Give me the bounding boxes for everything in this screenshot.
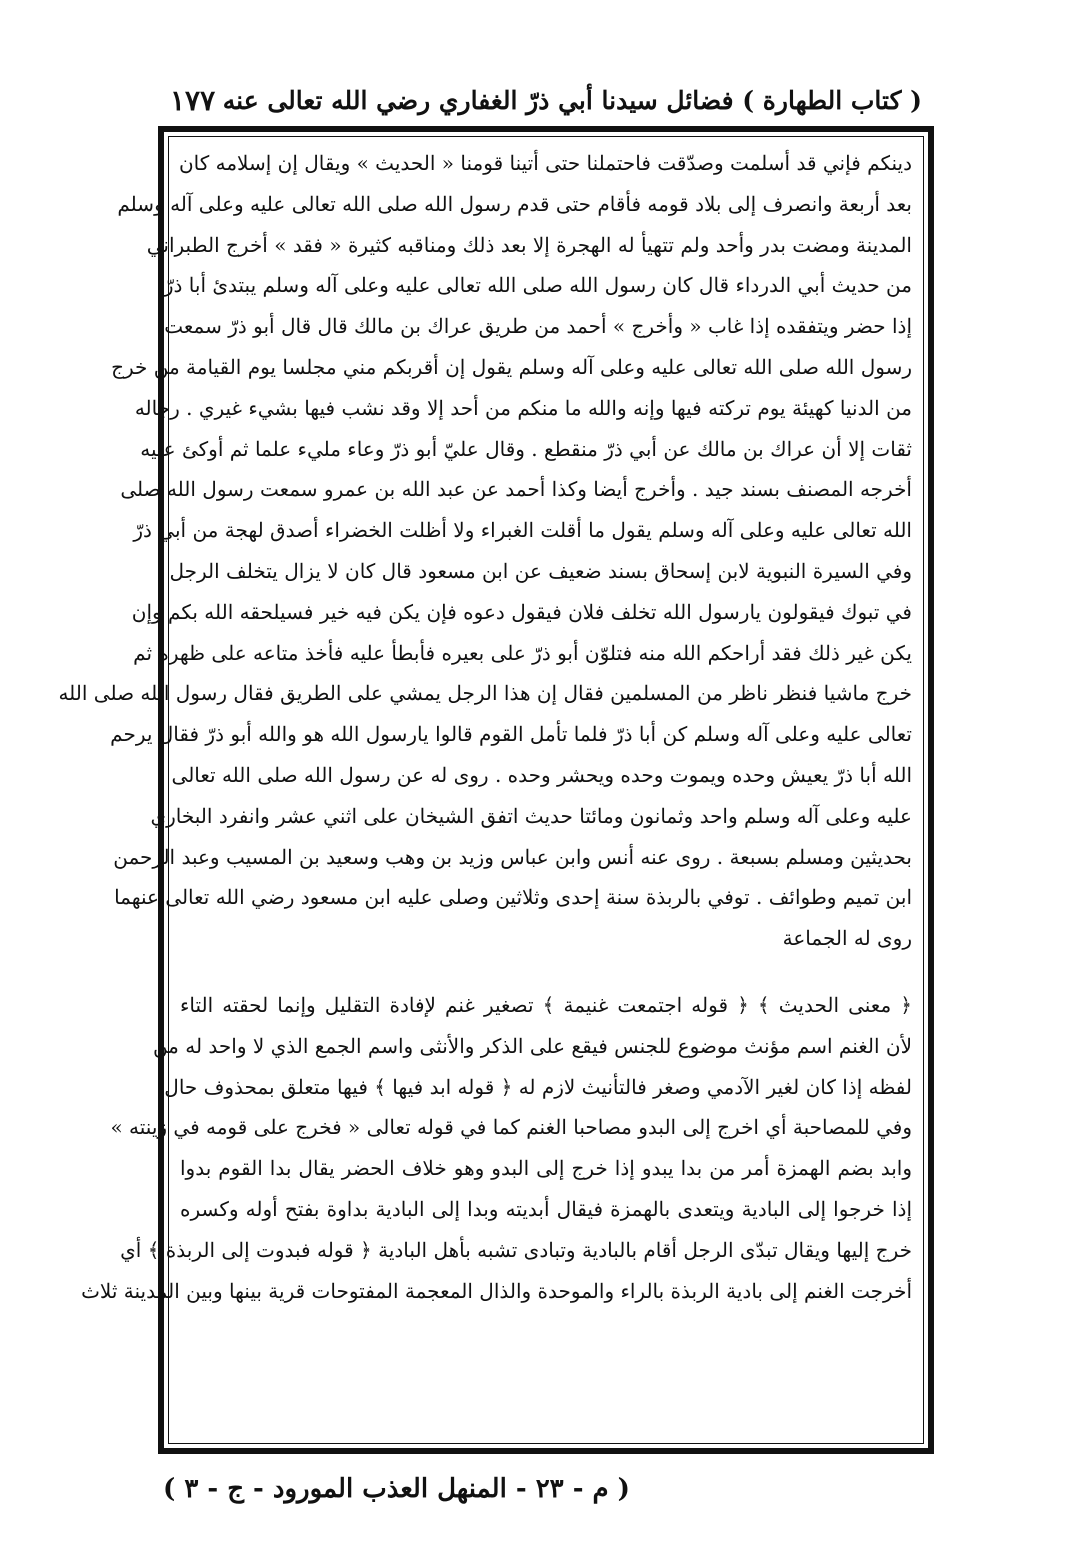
text-line: يكن غير ذلك فقد أراحكم الله منه فتلوّن أبو ذرّ على بعيره فأبطأ عليه فأخذ متاعه على ظهره ثم bbox=[133, 640, 912, 665]
text-line: من حديث أبي الدرداء قال كان رسول الله صلى الله تعالى عليه وعلى آله وسلم يبتدئ أبا ذرّ bbox=[163, 273, 912, 298]
text-line: المدينة ومضت بدر وأحد ولم تتهيأ له الهجرة إلا بعد ذلك ومناقبه كثيرة « فقد » أخرج الطبراني bbox=[146, 232, 912, 257]
biography-section bbox=[58, 143, 912, 959]
text-line: خرج ماشيا فنظر ناظر من المسلمين فقال إن هذا الرجل يمشي على الطريق فقال رسول الله صلى الله bbox=[58, 681, 912, 706]
text-line: لأن الغنم اسم مؤنث موضوع للجنس فيقع على الذكر والأنثى واسم الجمع الذي لا واحد له من bbox=[152, 1033, 912, 1058]
text-line: بحديثين ومسلم بسبعة . روى عنه أنس وابن عباس وزيد بن وهب وسعيد بن المسيب وعبد الرحمن bbox=[113, 844, 912, 869]
text-line: رسول الله صلى الله تعالى عليه وعلى آله وسلم يقول إن أقربكم مني مجلسا يوم القيامة من خرج bbox=[111, 354, 912, 379]
paragraph-gap bbox=[180, 959, 912, 985]
text-line: عليه وعلى آله وسلم واحد وثمانون ومائتا حديث اتفق الشيخان على اثني عشر وانفرد البخاري bbox=[150, 803, 912, 828]
text-line: أخرجت الغنم إلى بادية الربذة بالراء والموحدة والذال المعجمة المفتوحات قرية بينها وبين المدينة ثلاث bbox=[81, 1278, 912, 1303]
text-line: ثقات إلا أن عراك بن مالك عن أبي ذرّ منقطع . وقال عليّ أبو ذرّ وعاء مليء علما ثم أوكئ عليه bbox=[140, 436, 912, 461]
text-line: لفظه إذا كان لغير الآدمي وصغر فالتأنيث لازم له ﴿ قوله ابد فيها ﴾ فيها متعلق بمحذوف حال bbox=[164, 1074, 912, 1099]
text-line: أخرجه المصنف بسند جيد . وأخرج أيضا وكذا أحمد عن عبد الله بن عمرو سمعت رسول الله صلى bbox=[120, 477, 912, 502]
text-line: ﴿ معنى الحديث ﴾ ﴿ قوله اجتمعت غنيمة ﴾ تصغير غنم لإفادة التقليل وإنما لحقته التاء bbox=[180, 992, 912, 1017]
text-line: خرج إليها ويقال تبدّى الرجل أقام بالبادية وتبادى تشبه بأهل البادية ﴿ قوله فبدوت إلى الربذة ﴾ أي bbox=[120, 1237, 912, 1262]
text-line: بعد أربعة وانصرف إلى بلاد قومه فأقام حتى قدم رسول الله صلى الله تعالى عليه وعلى آله وسلم bbox=[117, 191, 912, 216]
page-header bbox=[170, 78, 922, 122]
text-line: دينكم فإني قد أسلمت وصدّقت فاحتملنا حتى أتينا قومنا « الحديث » ويقال إن إسلامه كان bbox=[178, 151, 912, 175]
text-line: الله أبا ذرّ يعيش وحده ويموت وحده ويحشر وحده . روى له عن رسول الله صلى الله تعالى bbox=[171, 762, 912, 787]
text-line: وابد بضم الهمزة أمر من بدا يبدو إذا خرج إلى البدو وهو خلاف الحضر يقال بدا القوم بدوا bbox=[180, 1156, 912, 1181]
text-block bbox=[58, 143, 912, 1433]
text-line: تعالى عليه وعلى آله وسلم كن أبا ذرّ فلما تأمل القوم قالوا يارسول الله هو والله أبو ذرّ فقال يرحم bbox=[110, 722, 912, 747]
text-line: وفي السيرة النبوية لابن إسحاق بسند ضعيف عن ابن مسعود قال كان لا يزال يتخلف الرجل bbox=[169, 558, 912, 583]
text-line: من الدنيا كهيئة يوم تركته فيها وإنه والله ما منكم من أحد إلا وقد نشب فيها بشيء غيري . رجاله bbox=[134, 395, 912, 420]
text-line: الله تعالى عليه وعلى آله وسلم يقول ما أقلت الغبراء ولا أظلت الخضراء أصدق لهجة من أبي ذرّ bbox=[133, 518, 912, 543]
page-number: ١٧٧ bbox=[170, 83, 216, 117]
text-line: روى له الجماعة bbox=[782, 926, 912, 951]
text-line: إذا خرجوا إلى البادية ويتعدى بالهمزة فيقال أبديته وبدا إلى البادية بداوة بفتح أوله وكسره bbox=[180, 1196, 912, 1221]
text-line: إذا حضر ويتفقده إذا غاب « وأخرج » أحمد من طريق عراك بن مالك قال قال أبو ذرّ سمعت bbox=[164, 314, 912, 339]
meaning-section bbox=[81, 985, 912, 1311]
text-line: في تبوك فيقولون يارسول الله تخلف فلان فيقول دعوه فإن يكن فيه خير فسيلحقه الله بكم وإن bbox=[131, 599, 912, 624]
signature-line: ( م - ٢٣ - المنهل العذب المورود - ج - ٣ ) bbox=[162, 1474, 630, 1504]
running-title: ( كتاب الطهارة ) فضائل سيدنا أبي ذرّ الغفاري رضي الله تعالى عنه bbox=[222, 85, 922, 115]
text-line: ابن تميم وطوائف . توفي بالربذة سنة إحدى وثلاثين وصلى عليه ابن مسعود رضي الله تعالى عنهما bbox=[114, 885, 912, 910]
text-line: وفي للمصاحبة أي اخرج إلى البدو مصاحبا الغنم كما في قوله تعالى « فخرج على قومه في زينته » bbox=[110, 1115, 912, 1140]
